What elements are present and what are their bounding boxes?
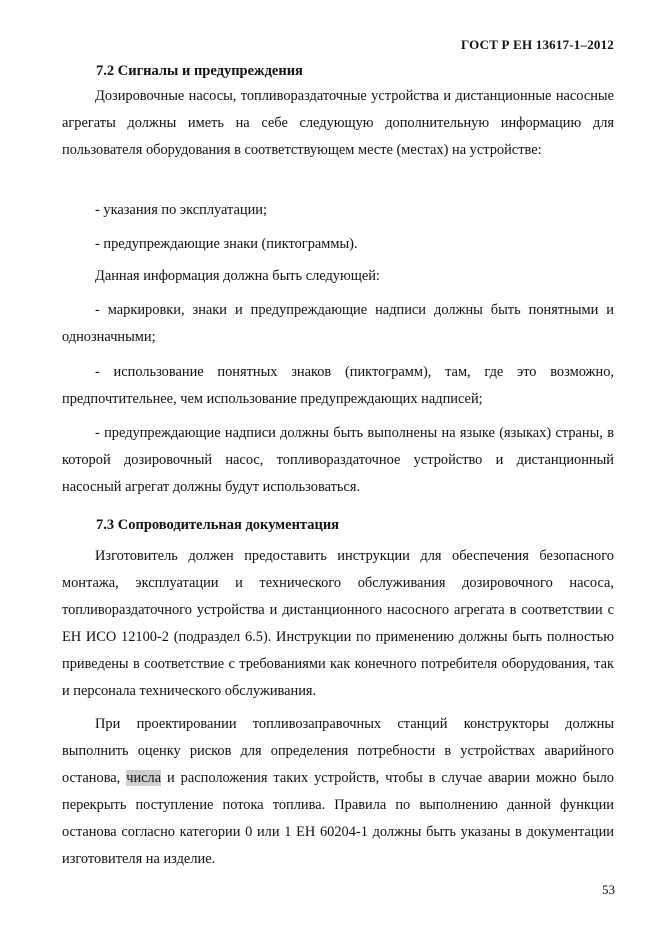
paragraph-emergency-stop xyxy=(62,711,614,873)
paragraph-info-requirements: Данная информация должна быть следующей: xyxy=(95,268,380,284)
list-item-warnings-language: - предупреждающие надписи должны быть выполнены на языке (языках) страны, в которой дозировочный насос, топливораздаточное устройство и дистанционный насосный агрегат должны будут использоваться. xyxy=(62,425,614,495)
standard-code-header: ГОСТ Р ЕН 13617-1–2012 xyxy=(461,37,614,52)
paragraph-emergency-stop-part1: При проектировании топливозаправочных станций конструкторы должны выполнить оценку рисков для определения потребности в устройствах аварийного останова, xyxy=(62,716,614,786)
list-item-pictograms-preferred: - использование понятных знаков (пиктограмм), там, где это возможно, предпочтительнее, чем использование предупреждающих надписей; xyxy=(62,364,614,407)
highlighted-word: числа xyxy=(126,770,162,786)
paragraph-manufacturer-instructions: Изготовитель должен предоставить инструкции для обеспечения безопасного монтажа, эксплуатации и технического обслуживания дозировочного насоса, топливораздаточного устройства и дистанционного насосного агрегата в соответствии с ЕН ИСО 12100-2 (подраздел 6.5). Инструкции по применению должны быть полностью приведены в соответствие с требованиями как конечного потребителя оборудования, так и персонала технического обслуживания. xyxy=(62,548,614,699)
section-heading-7-2: 7.2 Сигналы и предупреждения xyxy=(96,63,303,79)
list-item-markings-clear: - маркировки, знаки и предупреждающие надписи должны быть понятными и однозначными; xyxy=(62,302,614,345)
list-item-operating-instructions: - указания по эксплуатации; xyxy=(95,202,267,218)
paragraph-7-2-intro: Дозировочные насосы, топливораздаточные устройства и дистанционные насосные агрегаты должны иметь на себе следующую дополнительную информацию для пользователя оборудования в соответствующем месте (местах) на устройстве: xyxy=(62,88,614,158)
paragraph-emergency-stop-part2: и расположения таких устройств, чтобы в случае аварии можно было перекрыть поступление потока топлива. Правила по выполнению данной функции останова согласно категории 0 или 1 ЕН 60204-1 должны быть указаны в документации изготовителя на изделие. xyxy=(62,770,614,867)
list-item-warning-signs: - предупреждающие знаки (пиктограммы). xyxy=(95,236,358,252)
page-number: 53 xyxy=(602,882,615,897)
section-heading-7-3: 7.3 Сопроводительная документация xyxy=(96,517,340,533)
